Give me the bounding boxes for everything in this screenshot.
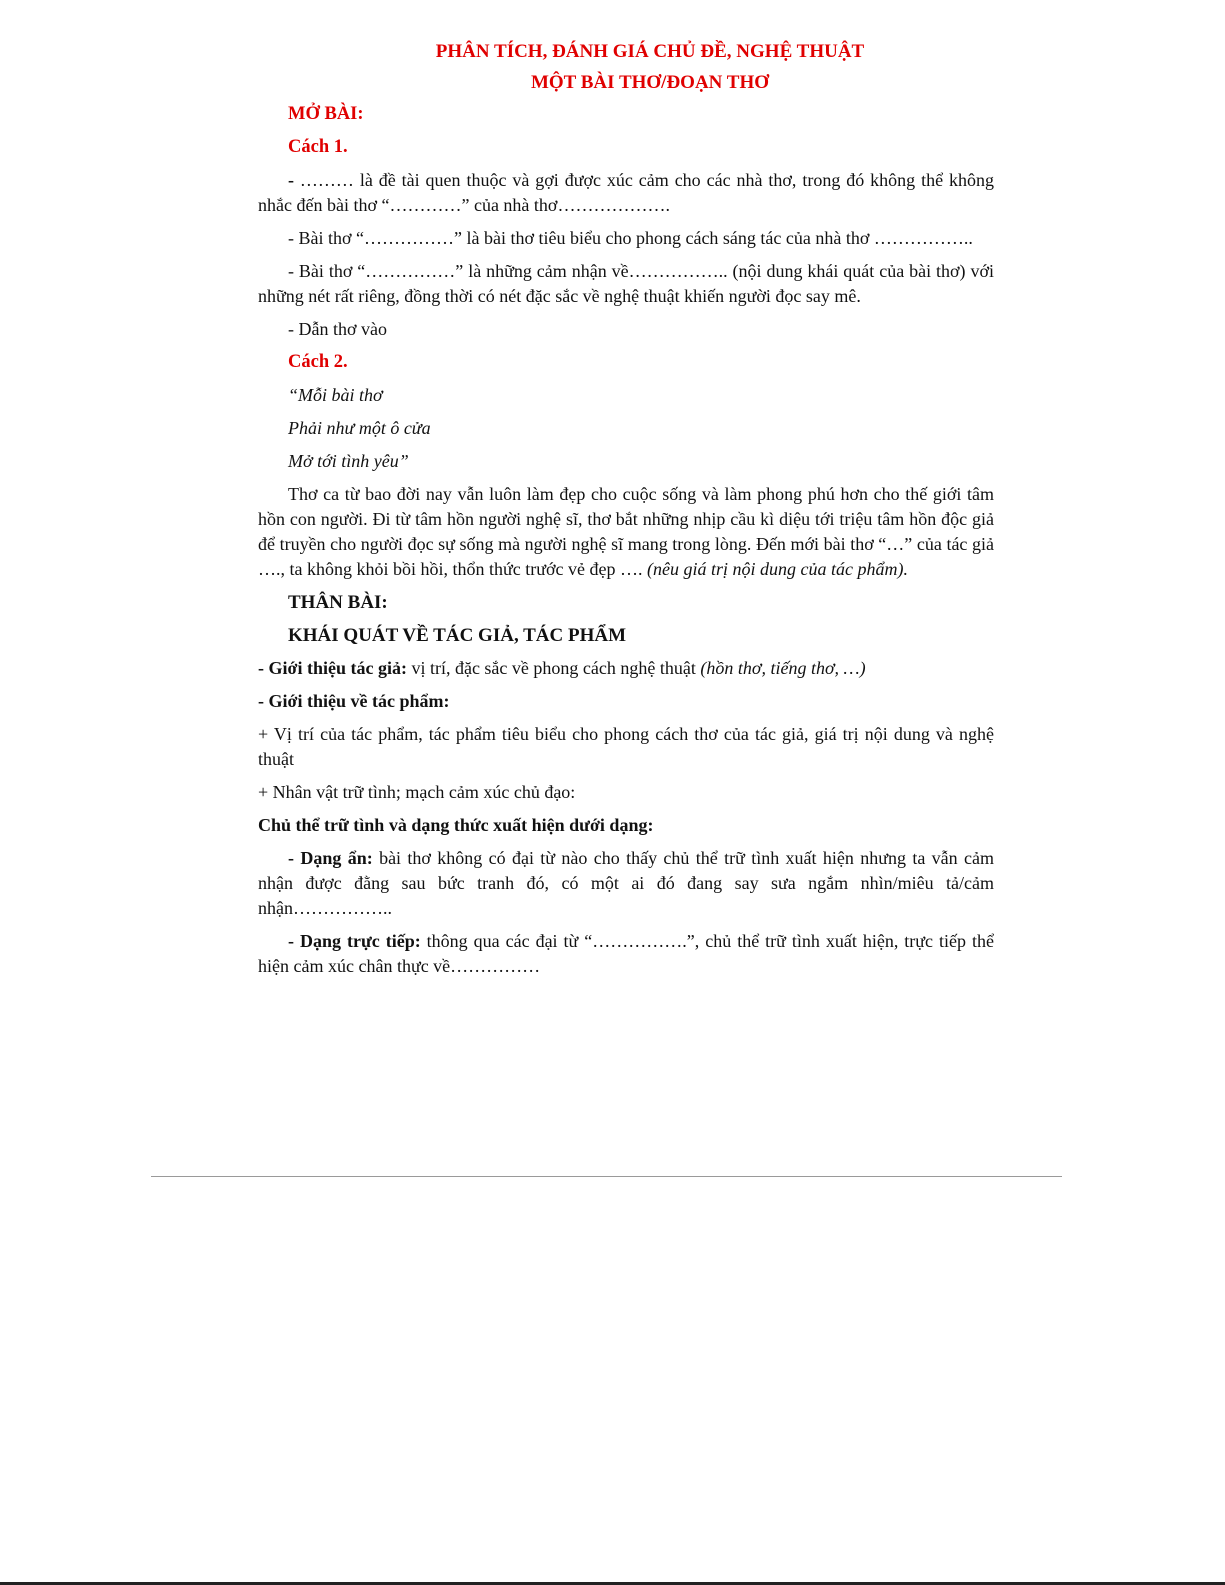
intro-work-label: - Giới thiệu về tác phẩm: <box>258 691 450 711</box>
lyrical-subject-heading-text: Chủ thể trữ tình và dạng thức xuất hiện dưới dạng: <box>258 815 654 835</box>
footer-divider <box>151 1176 1062 1177</box>
intro-author-italic: (hồn thơ, tiếng thơ, …) <box>700 658 866 678</box>
paragraph-5-text: Thơ ca từ bao đời nay vẫn luôn làm đẹp cho cuộc sống và làm phong phú hơn cho thế giới tâm hồn con người. Đi từ tâm hồn người nghệ sĩ, thơ bắt những nhịp cầu kì diệu tới triệu tâm hồn độc giả để truyền cho người đọc sự sống mà người nghệ sĩ mang trong lòng. Đến mới bài thơ “…” của tác giả …., ta không khỏi bồi hồi, thổn thức trước vẻ đẹp …. <box>258 484 994 579</box>
heading-than-bai: THÂN BÀI: <box>288 592 388 613</box>
intro-work <box>258 689 994 714</box>
intro-author-label: - Giới thiệu tác giả: <box>258 658 407 678</box>
intro-author <box>258 656 994 681</box>
lyrical-subject-heading <box>258 813 994 838</box>
paragraph-6: + Vị trí của tác phẩm, tác phẩm tiêu biểu cho phong cách thơ của tác giả, giá trị nội dung và nghệ thuật <box>258 724 994 769</box>
poem-line-1: “Mỗi bài thơ <box>288 385 383 405</box>
heading-khai-quat: KHÁI QUÁT VỀ TÁC GIẢ, TÁC PHẨM <box>288 625 627 646</box>
paragraph-5-italic: (nêu giá trị nội dung của tác phẩm). <box>646 559 908 579</box>
paragraph-5 <box>258 482 994 582</box>
direct-form-label: - Dạng trực tiếp: <box>288 931 421 951</box>
paragraph-1 <box>258 168 994 218</box>
paragraph-1-dash: - <box>288 170 294 190</box>
heading-mo-bai: MỞ BÀI: <box>288 104 364 124</box>
document-page <box>258 36 994 987</box>
paragraph-4: - Dẫn thơ vào <box>288 319 387 339</box>
direct-form-text: thông qua các đại từ “…………….”, chủ thể trữ tình xuất hiện, trực tiếp thể hiện cảm xúc chân thực về…………… <box>258 931 994 976</box>
paragraph-7: + Nhân vật trữ tình; mạch cảm xúc chủ đạo: <box>258 782 576 802</box>
document-title-line1: PHÂN TÍCH, ĐÁNH GIÁ CHỦ ĐỀ, NGHỆ THUẬT <box>435 41 865 62</box>
paragraph-1-text: ……… là đề tài quen thuộc và gợi được xúc cảm cho các nhà thơ, trong đó không thể không nhắc đến bài thơ “…………” của nhà thơ………………. <box>258 170 994 215</box>
poem-line-3: Mở tới tình yêu” <box>288 451 409 471</box>
intro-author-text: vị trí, đặc sắc về phong cách nghệ thuật <box>406 658 701 678</box>
document-title-line2: MỘT BÀI THƠ/ĐOẠN THƠ <box>530 72 770 93</box>
direct-form <box>258 929 994 979</box>
poem-line-2: Phải như một ô cửa <box>288 418 431 438</box>
paragraph-3: - Bài thơ “……………” là những cảm nhận về…………….. (nội dung khái quát của bài thơ) với những nét rất riêng, đồng thời có nét đặc sắc về nghệ thuật khiến người đọc say mê. <box>258 261 994 306</box>
heading-cach-2: Cách 2. <box>288 352 348 372</box>
paragraph-2: - Bài thơ “……………” là bài thơ tiêu biểu cho phong cách sáng tác của nhà thơ …………….. <box>288 228 973 248</box>
hidden-form-text: bài thơ không có đại từ nào cho thấy chủ thể trữ tình xuất hiện nhưng ta vẫn cảm nhận được đằng sau bức tranh đó, có một ai đó đang say sưa ngắm nhìn/miêu tả/cảm nhận…………….. <box>258 848 994 918</box>
heading-cach-1: Cách 1. <box>288 137 348 157</box>
hidden-form-label: - Dạng ẩn: <box>288 848 373 868</box>
hidden-form <box>258 846 994 921</box>
title-block <box>306 36 994 98</box>
